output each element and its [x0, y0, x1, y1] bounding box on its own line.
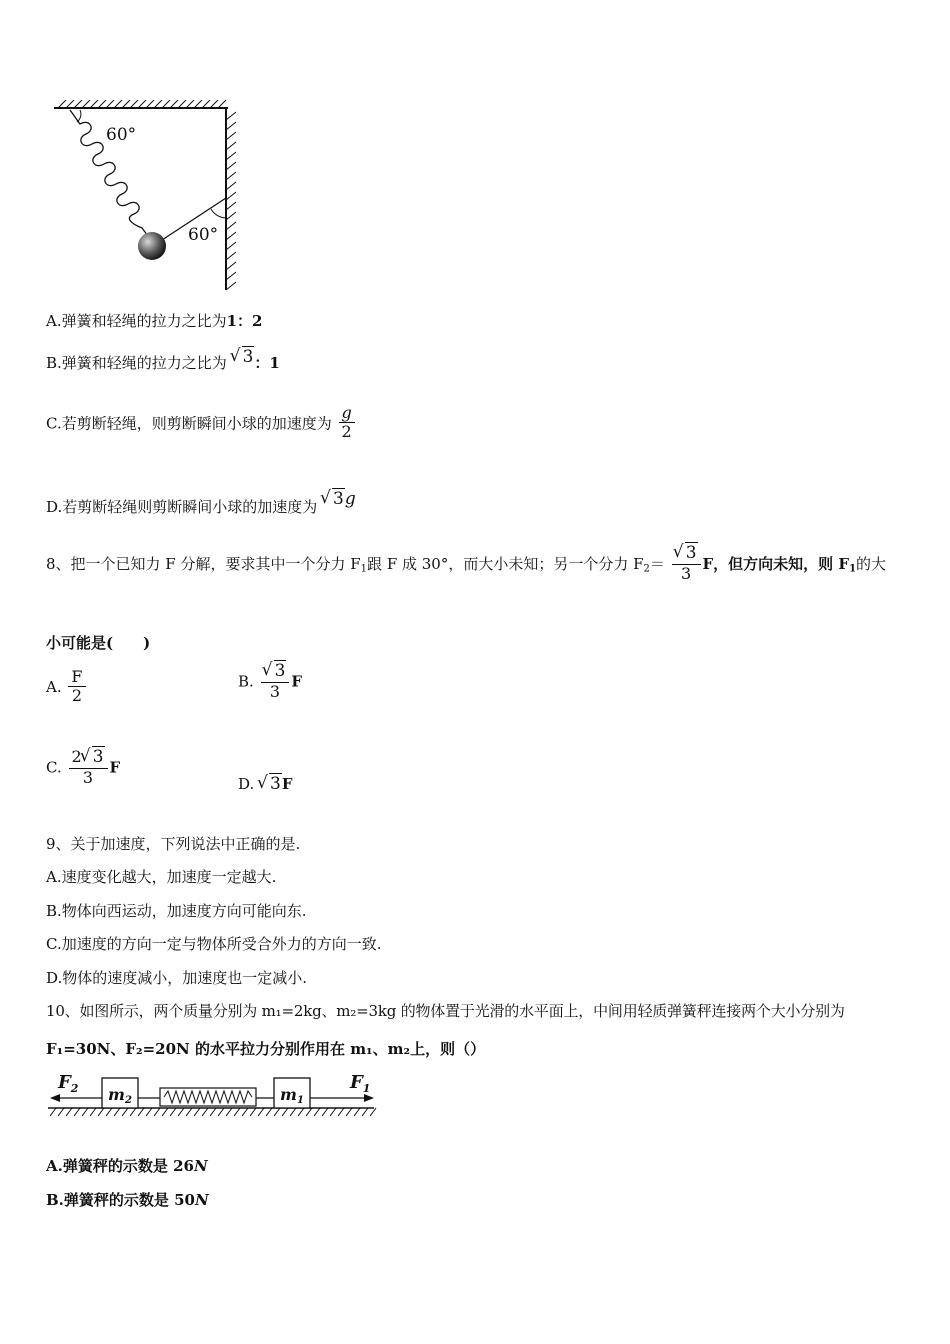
- q8-stem: 8、把一个已知力 F 分解，要求其中一个分力 $F_1$跟 F 成 30°，而大小未知；另一个分力 $F_2=$ √ $\frac{3}{3}$ F，但方向未知，则 $F_1$的大: [46, 544, 886, 583]
- fraction: √ $\frac{3}{3}$: [261, 662, 290, 701]
- q7-option-b: B.弹簧和轻绳的拉力之比为 √ 3：1: [46, 352, 280, 373]
- q10-option-b: B.弹簧秤的示数是 50N: [46, 1191, 209, 1209]
- f1-label: $F_1$: [350, 1072, 371, 1095]
- angle-top-label: 60°: [106, 125, 137, 145]
- f2-label: $F_2$: [58, 1072, 79, 1095]
- spring-ball-figure: [48, 98, 248, 296]
- q9-option-c: C.加速度的方向一定与物体所受合外力的方向一致.: [46, 935, 382, 953]
- sqrt-expression: √ 3: [322, 489, 345, 509]
- q7-option-a: A.弹簧和轻绳的拉力之比为1：2: [46, 312, 263, 330]
- q9-option-d: D.物体的速度减小，加速度也一定减小.: [46, 969, 308, 987]
- fraction: √ $\frac{3}{3}$: [672, 544, 701, 583]
- q8-option-d: D. √ 3F: [238, 774, 293, 794]
- m1-label: m1: [280, 1085, 304, 1106]
- q10-stem-line2: F₁=30N、F₂=20N 的水平拉力分别作用在 m₁、m₂上，则（）: [46, 1040, 486, 1058]
- q8-stem-line2: 小可能是( ): [46, 634, 151, 652]
- q7-option-c: C.若剪断轻绳，则剪断瞬间小球的加速度为 $\frac{g}{2}$: [46, 404, 357, 442]
- fraction: $\frac{F}{2}$: [68, 668, 85, 706]
- fraction: $\frac{2√ 3}{3}$: [69, 748, 108, 787]
- q10-stem: 10、如图所示，两个质量分别为 m₁=2kg、m₂=3kg 的物体置于光滑的水平面上，中间用轻质弹簧秤连接两个大小分别为: [46, 1002, 845, 1020]
- q9-option-a: A.速度变化越大，加速度一定越大.: [46, 868, 277, 886]
- spring-scale-figure: [44, 1066, 380, 1122]
- m2-label: m2: [108, 1085, 132, 1106]
- q8-option-c: C. $\frac{2√ 3}{3}$ F: [46, 748, 120, 787]
- fraction: $\frac{g}{2}$: [339, 404, 355, 442]
- q10-option-a: A.弹簧秤的示数是 26N: [46, 1157, 208, 1175]
- q9-stem: 9、关于加速度，下列说法中正确的是.: [46, 835, 301, 853]
- q8-option-a: A. $\frac{F}{2}$: [46, 668, 88, 706]
- ball: [138, 232, 166, 260]
- sqrt-expression: √ 3: [259, 774, 282, 794]
- angle-wall-label: 60°: [188, 225, 219, 245]
- q7-option-d: D.若剪断轻绳则剪断瞬间小球的加速度为 √ 3g: [46, 488, 356, 509]
- q8-option-b: B. √ $\frac{3}{3}$ F: [238, 662, 302, 701]
- sqrt-expression: √ 3: [232, 347, 255, 367]
- q9-option-b: B.物体向西运动，加速度方向可能向东.: [46, 902, 307, 920]
